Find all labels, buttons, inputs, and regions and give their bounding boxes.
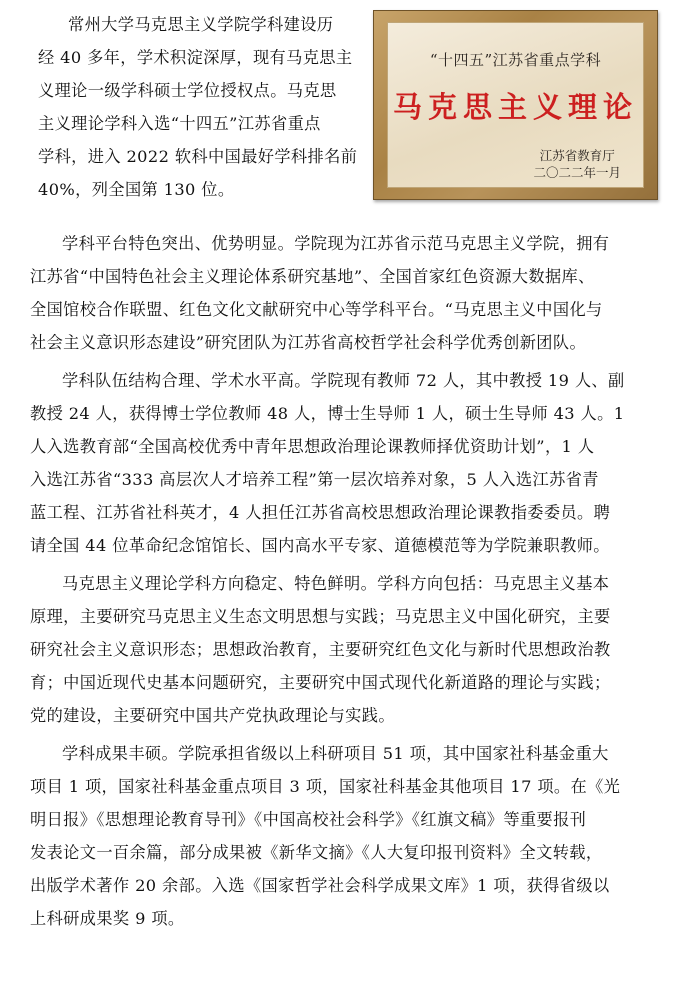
plaque-title: 马克思主义理论 xyxy=(392,90,638,124)
text-line: 明日报》《思想理论教育导刊》《中国高校社会科学》《红旗文稿》等重要报刊 xyxy=(30,810,587,829)
text-line: 全国馆校合作联盟、红色文化文献研究中心等学科平台。“马克思主义中国化与 xyxy=(30,300,603,319)
text-line: 蓝工程、江苏省社科英才，4 人担任江苏省高校思想政治理论课教指委委员。聘 xyxy=(30,503,611,522)
text-line: 项目 1 项，国家社科基金重点项目 3 项，国家社科基金其他项目 17 项。在《光 xyxy=(30,777,621,796)
paragraph-faculty xyxy=(30,364,660,562)
body-text xyxy=(30,227,660,940)
paragraph-achievements xyxy=(30,737,660,935)
text-line: 学科队伍结构合理、学术水平高。学院现有教师 72 人，其中教授 19 人、副 xyxy=(62,371,625,390)
plaque-subtitle: “十四五”江苏省重点学科 xyxy=(429,51,602,69)
text-line: 学科，进入 2022 软科中国最好学科排名前 xyxy=(38,147,358,166)
text-line: 请全国 44 位革命纪念馆馆长、国内高水平专家、道德模范等为学院兼职教师。 xyxy=(30,536,610,555)
text-line: 研究社会主义意识形态；思想政治教育，主要研究红色文化与新时代思想政治教 xyxy=(30,640,611,659)
text-line: 江苏省“中国特色社会主义理论体系研究基地”、全国首家红色资源大数据库、 xyxy=(30,267,595,286)
text-line: 学科平台特色突出、优势明显。学院现为江苏省示范马克思主义学院，拥有 xyxy=(62,234,610,253)
text-line: 社会主义意识形态建设”研究团队为江苏省高校哲学社会科学优秀创新团队。 xyxy=(30,333,587,352)
paragraph-directions xyxy=(30,567,660,732)
award-plaque xyxy=(373,10,658,200)
text-line: 出版学术著作 20 余部。入选《国家哲学社会科学成果文库》1 项，获得省级以 xyxy=(30,876,610,895)
plaque-issuer-block xyxy=(533,147,621,181)
text-line: 党的建设，主要研究中国共产党执政理论与实践。 xyxy=(30,706,395,725)
intro-paragraph xyxy=(38,8,374,206)
text-line: 发表论文一百余篇，部分成果被《新华文摘》《人大复印报刊资料》全文转载， xyxy=(30,843,603,862)
text-line: 学科成果丰硕。学院承担省级以上科研项目 51 项，其中国家社科基金重大 xyxy=(62,744,609,763)
text-line: 人入选教育部“全国高校优秀中青年思想政治理论课教师择优资助计划”，1 人 xyxy=(30,437,595,456)
text-line: 义理论一级学科硕士学位授权点。马克思 xyxy=(38,81,337,100)
text-line: 40%，列全国第 130 位。 xyxy=(38,180,235,199)
text-line: 常州大学马克思主义学院学科建设历 xyxy=(68,15,334,34)
text-line: 主义理论学科入选“十四五”江苏省重点 xyxy=(38,114,321,133)
plaque-issuer: 江苏省教育厅 xyxy=(539,148,615,163)
text-line: 马克思主义理论学科方向稳定、特色鲜明。学科方向包括：马克思主义基本 xyxy=(62,574,610,593)
plaque-date: 二〇二二年一月 xyxy=(533,165,621,180)
text-line: 入选江苏省“333 高层次人才培养工程”第一层次培养对象，5 人入选江苏省青 xyxy=(30,470,599,489)
plaque-panel xyxy=(387,22,644,188)
text-line: 育；中国近现代史基本问题研究，主要研究中国式现代化新道路的理论与实践； xyxy=(30,673,611,692)
text-line: 原理，主要研究马克思主义生态文明思想与实践；马克思主义中国化研究，主要 xyxy=(30,607,611,626)
text-line: 经 40 多年，学术积淀深厚，现有马克思主 xyxy=(38,48,353,67)
text-line: 教授 24 人，获得博士学位教师 48 人，博士生导师 1 人，硕士生导师 43 人。1 xyxy=(30,404,625,423)
text-line: 上科研成果奖 9 项。 xyxy=(30,909,185,928)
paragraph-platforms xyxy=(30,227,660,359)
